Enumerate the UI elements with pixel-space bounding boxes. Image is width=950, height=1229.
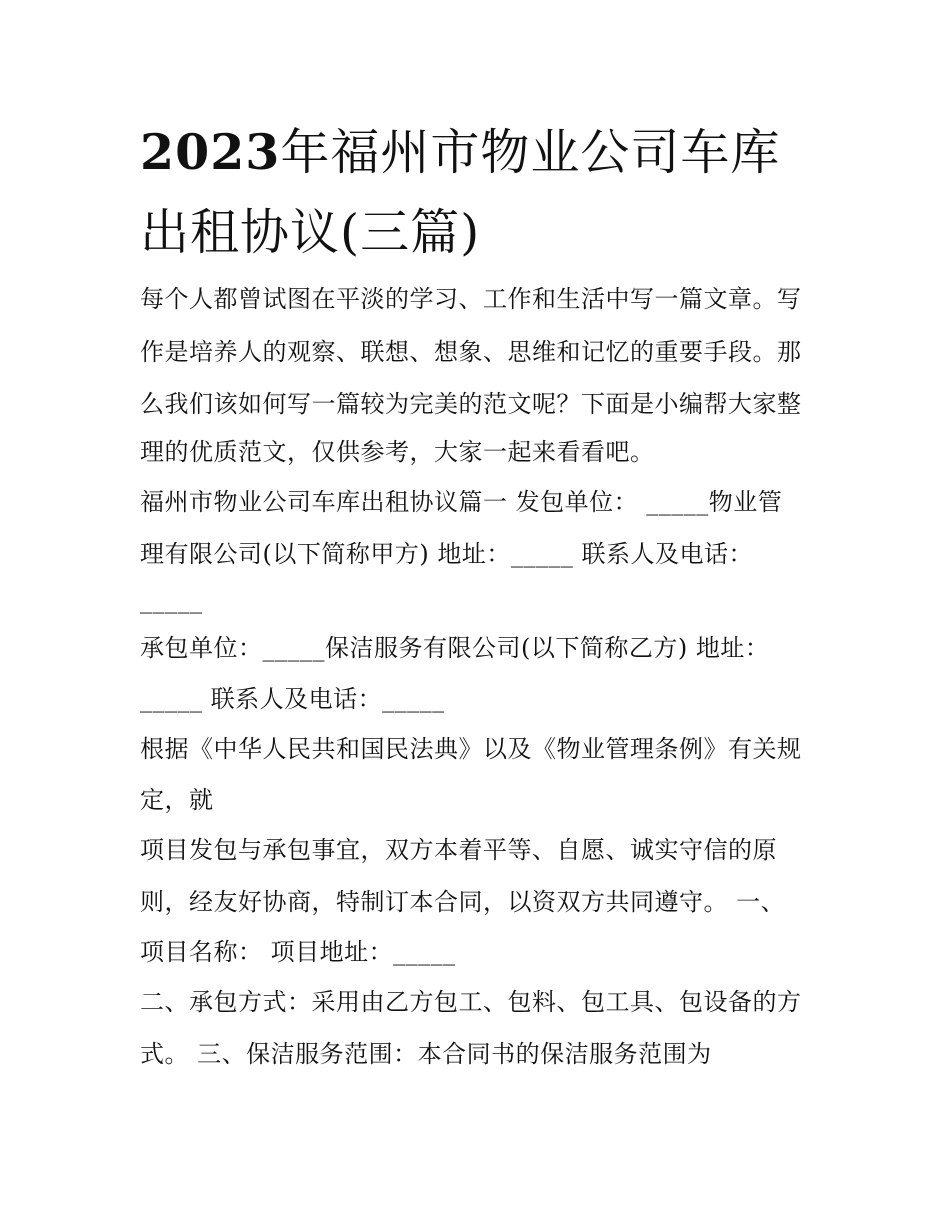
body-line: 理有限公司(以下简称甲方) 地址：_____ 联系人及电话： bbox=[140, 540, 753, 568]
body-line: _____ 联系人及电话：_____ bbox=[140, 685, 445, 713]
body-line: 承包单位：_____保洁服务有限公司(以下简称乙方) 地址： bbox=[140, 634, 770, 662]
body-line: 二、承包方式：采用由乙方包工、包料、包工具、包设备的方 bbox=[140, 988, 802, 1016]
body-line: 式。 三、保洁服务范围：本合同书的保洁服务范围为 bbox=[140, 1040, 712, 1068]
body-line: _____ bbox=[140, 586, 203, 614]
body-line: 每个人都曾试图在平淡的学习、工作和生活中写一篇文章。写 bbox=[140, 285, 802, 313]
body-line: 则，经友好协商，特制订本合同，以资双方共同遵守。 一、 bbox=[140, 888, 786, 916]
title-year: 2023 bbox=[140, 123, 281, 181]
title-text: 年福州市物业公司车库出租协议(三篇) bbox=[140, 124, 781, 261]
body-line: 项目发包与承包事宜，双方本着平等、自愿、诚实守信的原 bbox=[140, 836, 777, 864]
body-line: 定，就 bbox=[140, 786, 214, 814]
body-line: 根据《中华人民共和国民法典》以及《物业管理条例》有关规 bbox=[140, 735, 802, 763]
body-line: 福州市物业公司车库出租协议篇一 发包单位： _____物业管 bbox=[140, 488, 783, 516]
body-line: 么我们该如何写一篇较为完美的范文呢？下面是小编帮大家整 bbox=[140, 390, 802, 418]
body-line: 项目名称： 项目地址：_____ bbox=[140, 938, 456, 966]
body-line: 作是培养人的观察、联想、想象、思维和记忆的重要手段。那 bbox=[140, 338, 802, 366]
document-title bbox=[140, 112, 820, 273]
body-line: 理的优质范文，仅供参考，大家一起来看看吧。 bbox=[140, 438, 655, 466]
